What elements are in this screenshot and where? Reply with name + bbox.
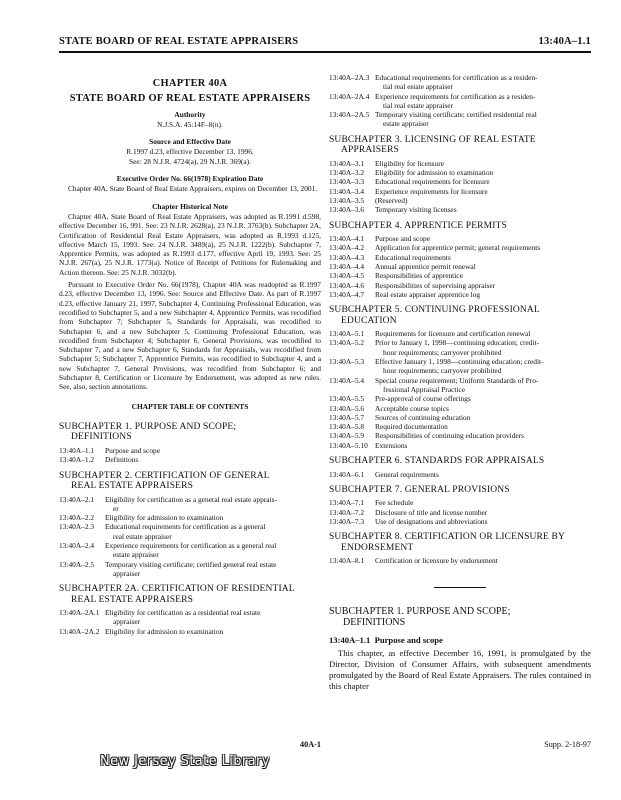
toc-entry-number: 13:40A–5.7: [329, 412, 365, 422]
running-header: [59, 36, 591, 52]
toc-subchapter-2a-heading: SUBCHAPTER 2A. CERTIFICATION OF RESIDENTIAL REAL ESTATE APPRAISERS: [59, 584, 295, 605]
toc-entry: [329, 517, 591, 526]
toc-entry-number: 13:40A–3.1: [329, 158, 365, 168]
toc-entry-title: Educational requirements for licensure: [375, 177, 490, 187]
toc-entry-number: 13:40A–6.1: [329, 469, 365, 479]
toc-entry-title: Temporary visiting licenses: [375, 205, 457, 215]
toc-entry-title: Eligibility for certification as a general real estate apprais- er: [105, 494, 277, 513]
historical-note-para-1: Chapter 40A, State Board of Real Estate Appraisers, was adopted as R.1991 d.598, effective December 16, 991. See: 23 N.J.R. 2628(a), 23 N.J.R. 3763(b). Subchapter 2A, Certification of Residential Real Estate Appraisers, was adopted as R.1993 d.125, effective March 15, 1993. See: 24 N.J.R. 3489(a), 25 N.J.R. 1222(b). Subchapter 7, Apprentice Permits, was adopted as R.1993 d.177, effective April 19, 1993. See: 25 N.J.R. 267(a), 25 N.J.R. 1773(a). Notice of Receipt of Petitions for Rulemaking and Action thereon. See: 25 N.J.R. 3032(b).: [59, 211, 321, 277]
section-title: Purpose and scope: [374, 635, 443, 646]
toc-entry-number: 13:40A–2.4: [59, 540, 95, 550]
toc-entry: [329, 290, 591, 299]
toc-entry-number: 13:40A–5.3: [329, 357, 365, 367]
toc-entry-title: Extensions: [375, 440, 408, 450]
toc-entry-title: Eligibility for admission to examination: [105, 513, 224, 523]
toc-entry-title: Experience requirements for certification as a general real estate appraiser: [105, 540, 277, 560]
page-number: 40A-1: [300, 740, 321, 749]
toc-entry: [329, 262, 591, 271]
toc-entry-number: 13:40A–4.1: [329, 234, 365, 244]
toc-entry: [329, 205, 591, 214]
toc-subchapter-8-heading: SUBCHAPTER 8. CERTIFICATION OR LICENSURE BY ENDORSEMENT: [329, 532, 566, 553]
toc-entry: [329, 110, 591, 129]
toc-entry: [329, 338, 591, 357]
toc-entry-number: 13:40A–1.1: [59, 445, 95, 455]
source-heading: Source and Effective Date: [149, 137, 231, 147]
historical-note-heading: Chapter Historical Note: [152, 201, 228, 211]
toc-entry-title: Experience requirements for certification as a residen- tial real estate appraiser: [375, 91, 536, 110]
left-column: [59, 58, 321, 636]
executive-order-text: Chapter 40A, State Board of Real Estate Appraisers, expires on December 13, 2001.: [68, 184, 318, 194]
toc-subchapter-4-list: [329, 234, 591, 299]
toc-entry-title: Disclosure of title and license number: [375, 507, 488, 517]
toc-entry-title: Eligibility for admission to examination: [105, 626, 224, 636]
toc-entry-number: 13:40A–1.2: [59, 455, 95, 465]
toc-entry-number: 13:40A–7.3: [329, 516, 365, 526]
toc-subchapter-7-list: [329, 498, 591, 526]
toc-entry: [329, 357, 591, 376]
toc-entry-title: Educational requirements: [375, 252, 451, 262]
toc-entry-title: Effective January 1, 1998—continuing education; credit- hour requirements; carryover prohibited: [375, 357, 544, 376]
toc-entry: [59, 541, 321, 560]
toc-subchapter-4-heading: SUBCHAPTER 4. APPRENTICE PERMITS: [329, 220, 507, 231]
table-of-contents-heading: CHAPTER TABLE OF CONTENTS: [131, 401, 249, 411]
toc-entry-title: Responsibilities of apprentice: [375, 271, 463, 281]
toc-entry-number: 13:40A–7.1: [329, 498, 365, 508]
toc-subchapter-5-list: [329, 329, 591, 450]
toc-entry-number: 13:40A–4.6: [329, 280, 365, 290]
chapter-number: CHAPTER 40A: [152, 78, 228, 89]
toc-entry: [59, 560, 321, 579]
toc-entry-title: Temporary visiting certificate; certified residential real estate appraiser: [375, 110, 537, 129]
toc-entry-title: Educational requirements for certification as a general real estate appraiser: [105, 522, 266, 541]
toc-entry: [329, 404, 591, 413]
toc-entry-number: 13:40A–3.2: [329, 168, 365, 178]
toc-entry-title: Acceptable course topics: [375, 403, 449, 413]
header-title: STATE BOARD OF REAL ESTATE APPRAISERS: [59, 36, 299, 47]
library-stamp: New Jersey State Library: [100, 754, 270, 769]
toc-subchapter-6-list: [329, 470, 591, 479]
header-section-number: 13:40A–1.1: [538, 36, 591, 47]
toc-entry-number: 13:40A–5.2: [329, 338, 365, 348]
toc-entry: [329, 441, 591, 450]
toc-entry-number: 13:40A–2A.3: [329, 73, 370, 82]
toc-entry-title: Sources of continuing education: [375, 412, 471, 422]
toc-entry-title: Definitions: [105, 455, 139, 465]
right-column: [329, 73, 591, 692]
toc-entry-title: Application for apprentice permit; general requirements: [375, 243, 541, 253]
toc-subchapter-3-list: [329, 159, 591, 215]
toc-subchapter-2a-continued-list: [329, 73, 591, 129]
toc-entry: [329, 394, 591, 403]
toc-entry: [329, 376, 591, 395]
toc-entry: [329, 508, 591, 517]
toc-entry-title: Purpose and scope: [105, 445, 161, 455]
toc-entry-number: 13:40A–2A.2: [59, 626, 100, 636]
section-heading: [329, 636, 591, 645]
toc-subchapter-8-list: [329, 556, 591, 565]
toc-subchapter-7-heading: SUBCHAPTER 7. GENERAL PROVISIONS: [329, 484, 510, 495]
toc-entry-title: Responsibilities of supervising appraiser: [375, 280, 496, 290]
historical-note-para-2: Pursuant to Executive Order No. 66(1978), Chapter 40A was readopted as R.1997 d.23, effective December 13, 1996. See: Source and Effective Date. As part of R.1997 d.23, effective January 21, 1997, Subchapter 4, Continuing Professional Education, was recodified to Subchapter 5, and a new Subchapter 4, Apprentice Permits, was recodified from Subchapter 7; Subchapter 5, Standards for Appraisals, was recodified to Subchapter 6, and a new Subchapter 5, Continuing Professional Education, was recodified from Subchapter 4; Subchapter 6, General Provisions, was recodified to Subchapter 7, and a new Subchapter 6, Standards for Appraisals, was recodified from Subchapter 5; Subchapter 7, Apprentice Permits, was recodified to Subchapter 4, and a new Subchapter 7, General Provisions, was recodified from Subchapter 6; and Subchapter 8, Certification or Licensure by Endorsement, was adopted as new rules. See, also, section annotations.: [59, 280, 321, 392]
toc-entry-title: Temporary visiting certificate; certified general real estate appraiser: [105, 559, 277, 578]
toc-entry-title: Required documentation: [375, 422, 448, 432]
toc-entry: [329, 253, 591, 262]
toc-entry-number: 13:40A–8.1: [329, 556, 365, 566]
source-line-1: R.1997 d.23, effective December 13, 1996.: [126, 147, 254, 157]
header-rule: [59, 51, 591, 53]
toc-entry: [329, 92, 591, 111]
toc-entry-title: Prior to January 1, 1998—continuing education; credit- hour requirements; carryover prohibited: [375, 338, 539, 357]
toc-entry: [329, 159, 591, 168]
toc-entry: [329, 498, 591, 507]
toc-entry-title: Purpose and scope: [375, 234, 431, 244]
toc-entry-number: 13:40A–4.4: [329, 261, 365, 271]
toc-entry-number: 13:40A–5.8: [329, 422, 365, 432]
text-subchapter-1-heading: SUBCHAPTER 1. PURPOSE AND SCOPE; DEFINITIONS: [329, 606, 511, 629]
toc-entry-number: 13:40A–3.3: [329, 177, 365, 187]
toc-subchapter-6-heading: SUBCHAPTER 6. STANDARDS FOR APPRAISALS: [329, 456, 545, 466]
executive-order-heading: Executive Order No. 66(1978) Expiration Date: [116, 174, 264, 184]
toc-entry: [329, 73, 591, 92]
toc-entry-number: 13:40A–3.5: [329, 195, 365, 205]
toc-entry-number: 13:40A–4.3: [329, 252, 365, 262]
toc-entry: [329, 243, 591, 252]
toc-subchapter-2-heading: SUBCHAPTER 2. CERTIFICATION OF GENERAL REAL ESTATE APPRAISERS: [59, 470, 270, 491]
toc-entry-number: 13:40A–3.6: [329, 205, 365, 215]
supplement-date: Supp. 2-18-97: [544, 740, 591, 749]
authority-heading: Authority: [174, 109, 206, 119]
toc-entry-number: 13:40A–2A.1: [59, 608, 100, 618]
toc-entry: [329, 177, 591, 186]
toc-entry-number: 13:40A–4.7: [329, 289, 365, 299]
toc-entry: [329, 413, 591, 422]
toc-entry-number: 13:40A–2A.5: [329, 110, 370, 120]
toc-entry-title: Pre-approval of course offerings: [375, 394, 471, 404]
toc-entry-title: Use of designations and abbreviations: [375, 516, 488, 526]
toc-entry: [329, 422, 591, 431]
toc-entry: [329, 431, 591, 440]
source-line-2: See: 28 N.J.R. 4724(a), 29 N.J.R. 369(a).: [129, 156, 251, 166]
toc-entry-title: Special course requirement; Uniform Standards of Pro- fessional Appraisal Practice: [375, 375, 539, 394]
toc-entry-title: Requirements for licensure and certification renewal: [375, 329, 531, 339]
toc-entry: [59, 627, 321, 636]
toc-entry-title: Fee schedule: [375, 498, 414, 508]
toc-entry: [59, 495, 321, 514]
toc-entry-title: Educational requirements for certification as a residen- tial real estate appraiser: [375, 73, 538, 92]
authority-text: N.J.S.A. 45:14F–8(n).: [157, 119, 223, 129]
toc-entry-number: 13:40A–5.6: [329, 403, 365, 413]
toc-subchapter-2a-list: [59, 608, 321, 636]
toc-entry-number: 13:40A–4.2: [329, 243, 365, 253]
toc-entry: [329, 234, 591, 243]
toc-entry: [329, 187, 591, 196]
toc-entry-title: Eligibility for admission to examination: [375, 168, 494, 178]
toc-entry-title: Annual apprentice permit renewal: [375, 261, 476, 271]
toc-entry-number: 13:40A–2.5: [59, 559, 95, 569]
toc-entry: [59, 522, 321, 541]
toc-entry-number: 13:40A–7.2: [329, 507, 365, 517]
toc-subchapter-5-heading: SUBCHAPTER 5. CONTINUING PROFESSIONAL EDUCATION: [329, 305, 540, 326]
toc-entry-number: 13:40A–4.5: [329, 271, 365, 281]
toc-entry: [329, 271, 591, 280]
toc-entry: [59, 608, 321, 627]
toc-entry-number: 13:40A–5.4: [329, 375, 365, 385]
toc-entry-title: Eligibility for certification as a residential real estate appraiser: [105, 608, 261, 627]
toc-entry: [329, 168, 591, 177]
toc-entry: [59, 455, 321, 464]
toc-entry: [329, 470, 591, 479]
section-divider: [434, 587, 486, 588]
toc-entry-title: Responsibilities of continuing education providers: [375, 431, 525, 441]
toc-entry-number: 13:40A–2A.4: [329, 91, 370, 101]
toc-entry: [329, 196, 591, 205]
toc-entry-number: 13:40A–5.1: [329, 329, 365, 339]
toc-entry-number: 13:40A–5.9: [329, 431, 365, 441]
toc-entry: [59, 513, 321, 522]
toc-subchapter-3-heading: SUBCHAPTER 3. LICENSING OF REAL ESTATE APPRAISERS: [329, 134, 536, 156]
toc-entry-title: Experience requirements for licensure: [375, 186, 488, 196]
toc-subchapter-1-list: [59, 446, 321, 465]
toc-entry-number: 13:40A–2.3: [59, 522, 95, 532]
toc-entry-number: 13:40A–3.4: [329, 186, 365, 196]
toc-entry: [329, 556, 591, 565]
toc-entry-number: 13:40A–2.2: [59, 513, 95, 523]
section-number: 13:40A–1.1: [329, 635, 371, 646]
toc-entry-title: General requirements: [375, 469, 439, 479]
section-body-text: This chapter, as effective December 16, 1991, is promulgated by the Director, Division of Consumer Affairs, with subsequent amendments promulgated by the Board of Real Estate Appraisers. The rules contained in this chapter: [329, 647, 591, 691]
toc-entry-number: 13:40A–2.1: [59, 494, 95, 504]
toc-entry: [329, 281, 591, 290]
toc-entry: [329, 329, 591, 338]
toc-entry-number: 13:40A–5.10: [329, 440, 368, 450]
chapter-name: STATE BOARD OF REAL ESTATE APPRAISERS: [69, 93, 311, 105]
toc-entry-title: Certification or licensure by endorsement: [375, 556, 498, 566]
toc-subchapter-2-list: [59, 495, 321, 579]
toc-entry-title: Real estate appraiser apprentice log: [375, 289, 481, 299]
toc-entry-number: 13:40A–5.5: [329, 394, 365, 404]
toc-entry-title: Eligibility for licensure: [375, 158, 444, 168]
toc-entry: [59, 446, 321, 455]
toc-entry-title: (Reserved): [375, 195, 408, 205]
toc-subchapter-1-heading: SUBCHAPTER 1. PURPOSE AND SCOPE; DEFINITIONS: [59, 421, 237, 443]
